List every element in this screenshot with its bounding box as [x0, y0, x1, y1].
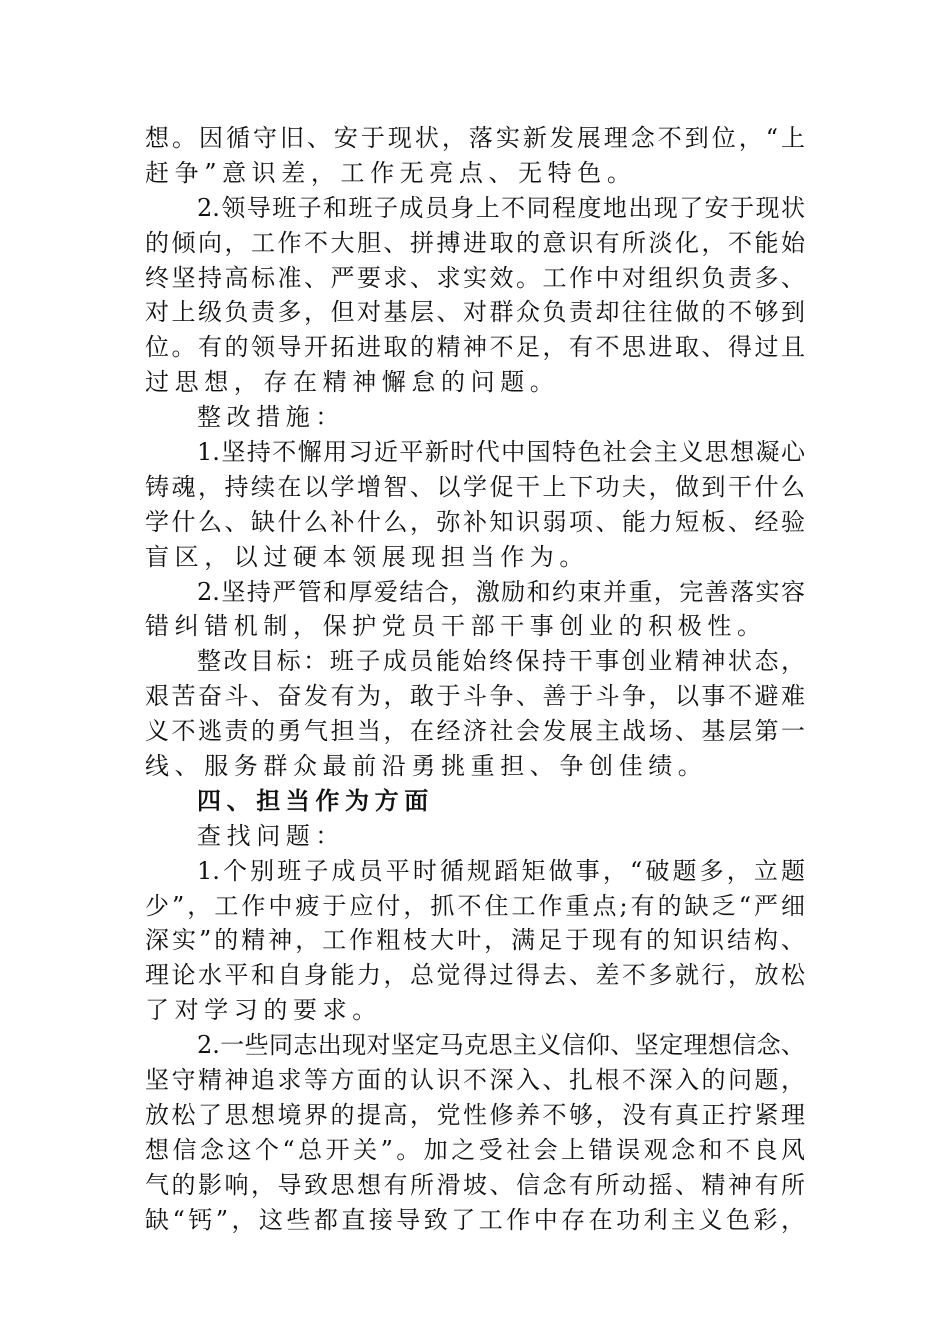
text-line: 气的影响，导致思想有所滑坡、信念有所动摇、精神有所	[145, 1170, 805, 1199]
section-heading: 四、担当作为方面	[197, 786, 434, 815]
text-line: 赶争”意识差，工作无亮点、无特色。	[145, 158, 637, 187]
text-line: 坚守精神追求等方面的认识不深入、扎根不深入的问题，	[145, 1066, 805, 1095]
text-line: 深实”的精神，工作粗枝大叶，满足于现有的知识结构、	[145, 926, 805, 955]
text-line: 1.坚持不懈用习近平新时代中国特色社会主义思想凝心	[197, 438, 805, 467]
text-line: 了对学习的要求。	[145, 996, 382, 1025]
text-line: 2.一些同志出现对坚定马克思主义信仰、坚定理想信念、	[197, 1031, 805, 1060]
text-line: 查找问题：	[197, 821, 345, 850]
text-line: 盲区，以过硬本领展现担当作为。	[145, 542, 589, 571]
text-line: 的倾向，工作不大胆、拼搏进取的意识有所淡化，不能始	[145, 228, 805, 257]
text-line: 位。有的领导开拓进取的精神不足，有不思进取、得过且	[145, 333, 805, 362]
text-line: 终坚持高标准、严要求、求实效。工作中对组织负责多、	[145, 263, 805, 292]
text-line: 学什么、缺什么补什么，弥补知识弱项、能力短板、经验	[145, 507, 805, 536]
text-line: 2.坚持严管和厚爱结合，激励和约束并重，完善落实容	[197, 577, 805, 606]
text-line: 过思想，存在精神懈怠的问题。	[145, 368, 560, 397]
text-line: 想。因循守旧、安于现状，落实新发展理念不到位，“上	[145, 124, 805, 152]
text-line: 艰苦奋斗、奋发有为，敢于斗争、善于斗争，以事不避难	[145, 682, 805, 711]
text-line: 理论水平和自身能力，总觉得过得去、差不多就行，放松	[145, 961, 805, 990]
text-line: 错纠错机制，保护党员干部干事创业的积极性。	[145, 612, 767, 641]
text-line: 2.领导班子和班子成员身上不同程度地出现了安于现状	[197, 193, 805, 222]
text-line: 整改措施：	[197, 403, 345, 432]
text-line: 对上级负责多，但对基层、对群众负责却往往做的不够到	[145, 298, 805, 327]
text-line: 少”，工作中疲于应付，抓不住工作重点;有的缺乏“严细	[145, 891, 805, 920]
text-line: 义不逃责的勇气担当，在经济社会发展主战场、基层第一	[145, 717, 805, 746]
document-page	[145, 121, 805, 1238]
text-line: 想信念这个“总开关”。加之受社会上错误观念和不良风	[145, 1135, 805, 1164]
text-line: 铸魂，持续在以学增智、以学促干上下功夫，做到干什么	[145, 472, 805, 501]
text-line: 整改目标：班子成员能始终保持干事创业精神状态，	[197, 647, 805, 676]
text-line: 1.个别班子成员平时循规蹈矩做事，“破题多，立题	[197, 856, 805, 885]
text-line: 缺“钙”，这些都直接导致了工作中存在功利主义色彩，	[145, 1205, 805, 1234]
text-line: 放松了思想境界的提高，党性修养不够，没有真正拧紧理	[145, 1100, 805, 1129]
text-line: 线、服务群众最前沿勇挑重担、争创佳绩。	[145, 752, 708, 781]
